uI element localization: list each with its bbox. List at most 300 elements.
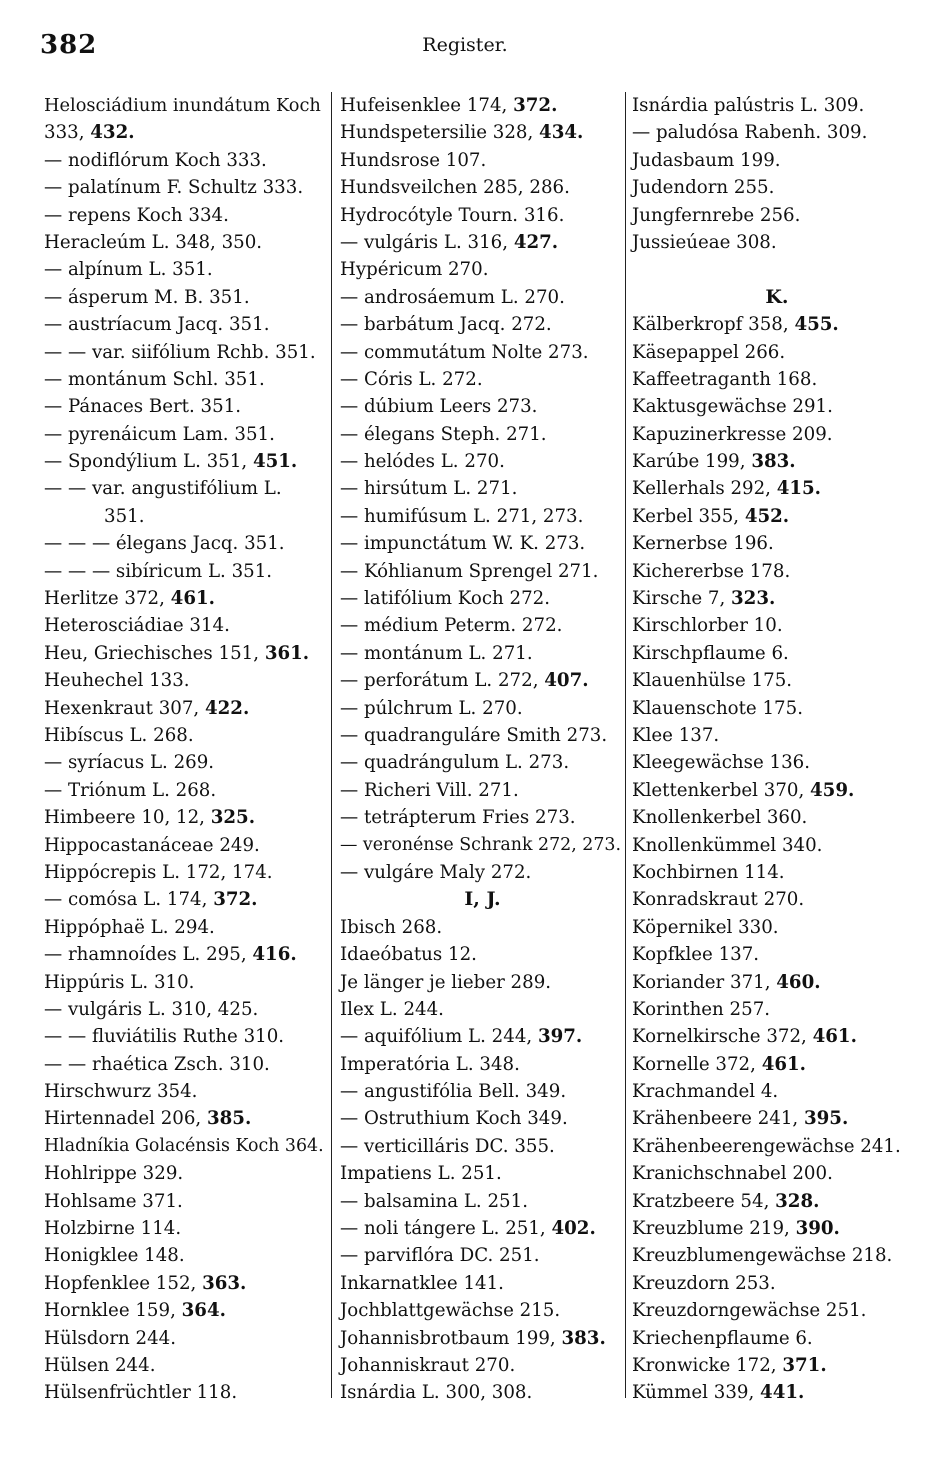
index-entry [340,339,625,366]
index-entry [44,311,324,338]
index-entry [340,667,625,694]
index-entry [340,530,625,557]
entry-text: Heterosciádiae 314. [44,615,230,637]
entry-text: Hladníkia Golacénsis Koch 364. [44,1135,324,1156]
index-entry [44,119,324,146]
index-entry [632,1242,922,1269]
index-entry [632,969,922,996]
index-entry [340,147,625,174]
index-entry [44,393,324,420]
index-entry [44,1023,324,1050]
entry-text: Kreuzblumengewächse 218. [632,1245,893,1267]
entry-text: — — — élegans Jacq. 351. [44,533,285,555]
index-entry [340,1270,625,1297]
entry-text: Kaffeetraganth 168. [632,368,818,390]
entry-text: Hundspetersilie 328, [340,122,540,144]
entry-text: — élegans Steph. 271. [340,423,547,445]
index-entry [340,229,625,256]
entry-text: — Córis L. 272. [340,368,483,390]
column-divider [331,92,332,1398]
entry-text: Hexenkraut 307, [44,697,205,719]
index-entry [632,1270,922,1297]
index-entry [44,749,324,776]
index-entry [340,859,625,886]
index-entry [340,558,625,585]
index-entry [340,914,625,941]
entry-text: — púlchrum L. 270. [340,697,523,719]
entry-text: — aquifólium L. 244, [340,1026,538,1048]
index-entry [632,393,922,420]
index-entry [632,174,922,201]
entry-text: Hydrocótyle Tourn. 316. [340,204,565,226]
index-entry [632,1160,922,1187]
entry-text: Kriechenpflaume 6. [632,1327,813,1349]
index-entry [340,119,625,146]
running-head: Register. [422,34,508,56]
entry-text: Koriander 371, [632,971,777,993]
entry-text: — syríacus L. 269. [44,752,215,774]
index-entry [632,421,922,448]
entry-text: — — fluviátilis Ruthe 310. [44,1026,285,1048]
index-entry [340,640,625,667]
index-entry [44,1215,324,1242]
index-entry [44,1133,324,1160]
index-entry [44,640,324,667]
index-entry [44,202,324,229]
index-entry [632,147,922,174]
index-entry [44,1297,324,1324]
entry-text: Hypéricum 270. [340,259,489,281]
index-entry [632,1215,922,1242]
entry-text: Isnárdia palústris L. 309. [632,95,865,116]
index-entry [632,996,922,1023]
entry-bold-page: 460. [776,971,821,993]
index-entry [44,695,324,722]
entry-text: Hippocastanáceae 249. [44,834,260,856]
entry-bold-page: 372. [513,95,558,116]
index-entry [632,804,922,831]
entry-text: Ilex L. 244. [340,998,444,1020]
index-entry [340,1023,625,1050]
index-entry [340,1160,625,1187]
entry-text: Judasbaum 199. [632,149,781,171]
entry-text: K. [765,285,789,308]
entry-text: Heracleúm L. 348, 350. [44,231,263,253]
entry-text: Köpernikel 330. [632,916,779,938]
entry-bold-page: 363. [202,1272,247,1294]
index-entry [632,339,922,366]
index-entry [340,503,625,530]
index-entry [44,585,324,612]
entry-text: Krähenbeere 241, [632,1108,804,1130]
entry-text: — montánum Schl. 351. [44,368,265,390]
entry-text: — repens Koch 334. [44,204,229,226]
entry-text: Kreuzdorn 253. [632,1272,776,1294]
entry-bold-page: 364. [181,1300,226,1322]
index-entry [340,256,625,283]
entry-text: Kirsche 7, [632,588,732,610]
index-entry [340,804,625,831]
entry-text: — rhamnoídes L. 295, [44,944,253,966]
index-entry [632,914,922,941]
index-entry [44,1160,324,1187]
index-entry [44,612,324,639]
entry-text: — Kóhlianum Sprengel 271. [340,560,599,582]
index-entry [632,695,922,722]
index-column-3 [632,92,922,1407]
entry-text: Johanniskraut 270. [340,1354,516,1376]
index-entry [44,503,324,530]
entry-text: Klauenschote 175. [632,697,803,719]
index-entry [44,1352,324,1379]
index-entry [632,667,922,694]
index-entry [632,1379,922,1406]
entry-text: — hirsútum L. 271. [340,478,518,500]
index-entry [632,1078,922,1105]
entry-text: Imperatória L. 348. [340,1053,520,1075]
index-entry [340,475,625,502]
entry-text: Kornelle 372, [632,1053,762,1075]
index-entry [44,1242,324,1269]
index-entry [340,448,625,475]
entry-text: Kreuzdorngewächse 251. [632,1300,867,1322]
entry-text: — veronénse Schrank 272, 273. [340,834,622,855]
entry-text: Konradskraut 270. [632,889,805,911]
entry-text: — verticilláris DC. 355. [340,1135,555,1157]
entry-text: Jussieúeae 308. [632,231,777,253]
entry-text: — Pánaces Bert. 351. [44,396,242,418]
index-entry [44,914,324,941]
index-entry [632,1133,922,1160]
entry-text: Kranichschnabel 200. [632,1163,833,1185]
column-divider [625,92,626,1398]
entry-text: Kleegewächse 136. [632,752,811,774]
index-entry [632,448,922,475]
index-entry [44,941,324,968]
index-entry [632,832,922,859]
entry-text: — Triónum L. 268. [44,779,217,801]
entry-text: Inkarnatklee 141. [340,1272,504,1294]
index-entry [340,996,625,1023]
entry-text: Hippóphaë L. 294. [44,916,215,938]
index-entry [632,558,922,585]
entry-text: Klee 137. [632,724,720,746]
index-entry [632,1188,922,1215]
entry-text: Hirschwurz 354. [44,1081,198,1103]
index-entry [632,1105,922,1132]
entry-bold-page: 390. [795,1218,840,1240]
entry-text: Klauenhülse 175. [632,670,793,692]
entry-bold-page: 461. [761,1053,806,1075]
index-entry [44,1051,324,1078]
entry-text: Kälberkropf 358, [632,314,795,336]
index-entry [340,1325,625,1352]
entry-text: Heuhechel 133. [44,670,190,692]
entry-text: Hippócrepis L. 172, 174. [44,861,273,883]
entry-text: Hundsveilchen 285, 286. [340,177,570,199]
entry-bold-page: 416. [252,944,297,966]
entry-text: Heu, Griechisches 151, [44,642,265,664]
index-entry [340,722,625,749]
entry-bold-page: 323. [731,588,776,610]
entry-text: — quadranguláre Smith 273. [340,724,608,746]
entry-text: — paludósa Rabenh. 309. [632,122,868,144]
entry-bold-page: 361. [264,642,310,664]
index-entry [44,530,324,557]
index-entry [632,1325,922,1352]
index-entry [44,832,324,859]
entry-bold-page: 383. [751,451,796,473]
index-entry [44,1379,324,1406]
entry-text: Himbeere 10, 12, [44,807,211,829]
index-entry [44,284,324,311]
index-entry [44,969,324,996]
entry-text: 333, [44,122,91,144]
index-entry [44,448,324,475]
index-entry [340,1242,625,1269]
index-entry [632,640,922,667]
index-entry [340,1051,625,1078]
index-entry [44,804,324,831]
index-entry [632,612,922,639]
entry-text: Krachmandel 4. [632,1081,779,1103]
entry-text: — impunctátum W. K. 273. [340,533,586,555]
entry-text: — comósa L. 174, [44,889,214,911]
entry-text: Herlitze 372, [44,588,171,610]
entry-bold-page: 461. [170,588,215,610]
entry-text: Jungfernrebe 256. [632,204,801,226]
entry-text: — nodiflórum Koch 333. [44,149,267,171]
entry-text: Kümmel 339, [632,1382,761,1404]
index-entry [44,996,324,1023]
entry-text: Käsepappel 266. [632,341,786,363]
entry-text: Klettenkerbel 370, [632,779,811,801]
entry-bold-page: 434. [539,122,584,144]
entry-text: Kopfklee 137. [632,944,760,966]
index-entry [44,722,324,749]
index-entry [340,1379,625,1406]
index-entry [340,1297,625,1324]
entry-text: — — — sibíricum L. 351. [44,560,273,582]
entry-text: Hülsen 244. [44,1354,156,1376]
entry-text: Kaktusgewächse 291. [632,396,833,418]
index-entry [340,1188,625,1215]
entry-text: Korinthen 257. [632,998,771,1020]
entry-bold-page: 395. [804,1108,849,1130]
entry-text: — barbátum Jacq. 272. [340,314,552,336]
entry-text: Kellerhals 292, [632,478,777,500]
index-column-1 [44,92,324,1407]
entry-text: — androsáemum L. 270. [340,286,565,308]
entry-text: — quadrángulum L. 273. [340,752,570,774]
entry-text: — commutátum Nolte 273. [340,341,589,363]
index-entry [632,1297,922,1324]
entry-bold-page: 441. [760,1382,805,1404]
section-letter-heading [632,284,922,311]
index-column-2 [340,92,625,1407]
index-entry [340,1133,625,1160]
index-entry [632,722,922,749]
entry-text: I, J. [464,888,501,911]
index-entry [632,366,922,393]
index-entry [44,886,324,913]
entry-text: Kornelkirsche 372, [632,1026,813,1048]
index-entry [340,777,625,804]
entry-text: Hippúris L. 310. [44,971,195,993]
entry-bold-page: 432. [90,122,135,144]
index-entry [632,859,922,886]
index-entry [632,777,922,804]
index-entry [340,311,625,338]
entry-text: Kronwicke 172, [632,1354,783,1376]
index-entry [340,284,625,311]
index-entry [44,1270,324,1297]
entry-text: Helosciádium inundátum Koch [44,95,321,116]
entry-text: Hibíscus L. 268. [44,724,194,746]
entry-text: Hohlsame 371. [44,1190,183,1212]
index-entry [340,202,625,229]
entry-text: Kochbirnen 114. [632,861,785,883]
entry-text: Krähenbeerengewächse 241. [632,1135,901,1157]
index-entry [340,585,625,612]
index-entry [632,749,922,776]
entry-bold-page: 385. [207,1108,252,1130]
entry-bold-page: 372. [213,889,258,911]
index-entry [340,1078,625,1105]
entry-bold-page: 407. [544,670,589,692]
entry-text: Kichererbse 178. [632,560,791,582]
entry-text: — perforátum L. 272, [340,670,545,692]
entry-text: — dúbium Leers 273. [340,396,538,418]
entry-text: Idaeóbatus 12. [340,944,477,966]
index-entry [340,1105,625,1132]
entry-text: Knollenkerbel 360. [632,807,808,829]
index-entry [340,1352,625,1379]
entry-text: Je länger je lieber 289. [340,971,552,993]
index-entry [44,339,324,366]
entry-text: Impatiens L. 251. [340,1163,502,1185]
index-entry [44,859,324,886]
entry-text: — humifúsum L. 271, 273. [340,505,584,527]
index-entry [632,311,922,338]
entry-text: Holzbirne 114. [44,1218,182,1240]
index-entry [44,667,324,694]
index-entry [632,1352,922,1379]
index-entry [340,832,625,859]
entry-text: Jochblattgewächse 215. [340,1300,561,1322]
index-entry [44,1188,324,1215]
entry-text: — vulgáris L. 310, 425. [44,998,259,1020]
index-entry [632,256,922,283]
entry-text: — — rhaética Zsch. 310. [44,1053,270,1075]
entry-bold-page: 461. [812,1026,857,1048]
entry-text: — austríacum Jacq. 351. [44,314,270,336]
entry-text: Hundsrose 107. [340,149,487,171]
entry-text: — vulgáre Maly 272. [340,861,532,883]
index-entry [632,530,922,557]
entry-text: Hülsdorn 244. [44,1327,177,1349]
index-entry [44,366,324,393]
index-entry [632,585,922,612]
index-entry [340,421,625,448]
section-letter-heading [340,886,625,913]
entry-text: — helódes L. 270. [340,451,505,473]
entry-text: — — var. siifólium Rchb. 351. [44,341,316,363]
index-entry [632,1051,922,1078]
entry-text: — médium Peterm. 272. [340,615,563,637]
entry-text: Isnárdia L. 300, 308. [340,1382,533,1404]
entry-text: — ásperum M. B. 351. [44,286,250,308]
index-entry [44,421,324,448]
entry-text: — pyrenáicum Lam. 351. [44,423,275,445]
index-entry [632,886,922,913]
index-entry [632,92,922,119]
index-entry [340,92,625,119]
index-entry [340,174,625,201]
entry-bold-page: 383. [561,1327,606,1349]
entry-text: Honigklee 148. [44,1245,185,1267]
entry-text: — montánum L. 271. [340,642,533,664]
entry-bold-page: 325. [210,807,256,829]
entry-text: — noli tángere L. 251, [340,1218,552,1240]
index-entry [340,393,625,420]
index-entry [44,475,324,502]
entry-text: — latifólium Koch 272. [340,588,551,610]
index-entry [632,1023,922,1050]
entry-text: Hirtennadel 206, [44,1108,207,1130]
entry-text: Kerbel 355, [632,505,745,527]
index-entry [44,92,324,119]
index-entry [340,749,625,776]
entry-text: Ibisch 268. [340,916,443,938]
entry-bold-page: 427. [513,231,559,253]
entry-text: Hülsenfrüchtler 118. [44,1382,238,1404]
entry-bold-page: 451. [252,451,298,473]
index-entry [632,475,922,502]
entry-text: Kirschlorber 10. [632,615,783,637]
entry-text: Judendorn 255. [632,177,775,199]
entry-bold-page: 452. [744,505,790,527]
entry-text: — Richeri Vill. 271. [340,779,519,801]
entry-text: Hornklee 159, [44,1300,182,1322]
index-entry [340,969,625,996]
index-entry [632,941,922,968]
index-entry [44,777,324,804]
entry-bold-page: 459. [810,779,855,801]
entry-bold-page: 455. [794,314,839,336]
entry-bold-page: 328. [775,1190,820,1212]
index-entry [632,202,922,229]
index-entry [340,941,625,968]
entry-text: — alpínum L. 351. [44,259,213,281]
entry-bold-page: 397. [537,1026,583,1048]
entry-text: — vulgáris L. 316, [340,231,514,253]
index-entry [44,229,324,256]
entry-text: — tetrápterum Fries 273. [340,807,576,829]
entry-text: Hohlrippe 329. [44,1163,184,1185]
entry-text: — parviflóra DC. 251. [340,1245,540,1267]
entry-text: Kreuzblume 219, [632,1218,796,1240]
entry-text: — Ostruthium Koch 349. [340,1108,568,1130]
index-entry [632,503,922,530]
entry-text: — balsamina L. 251. [340,1190,528,1212]
entry-text: Kratzbeere 54, [632,1190,776,1212]
entry-bold-page: 415. [776,478,822,500]
entry-text: Kernerbse 196. [632,533,774,555]
entry-text: — angustifólia Bell. 349. [340,1081,567,1103]
entry-text: 351. [104,505,145,527]
index-entry [44,1325,324,1352]
